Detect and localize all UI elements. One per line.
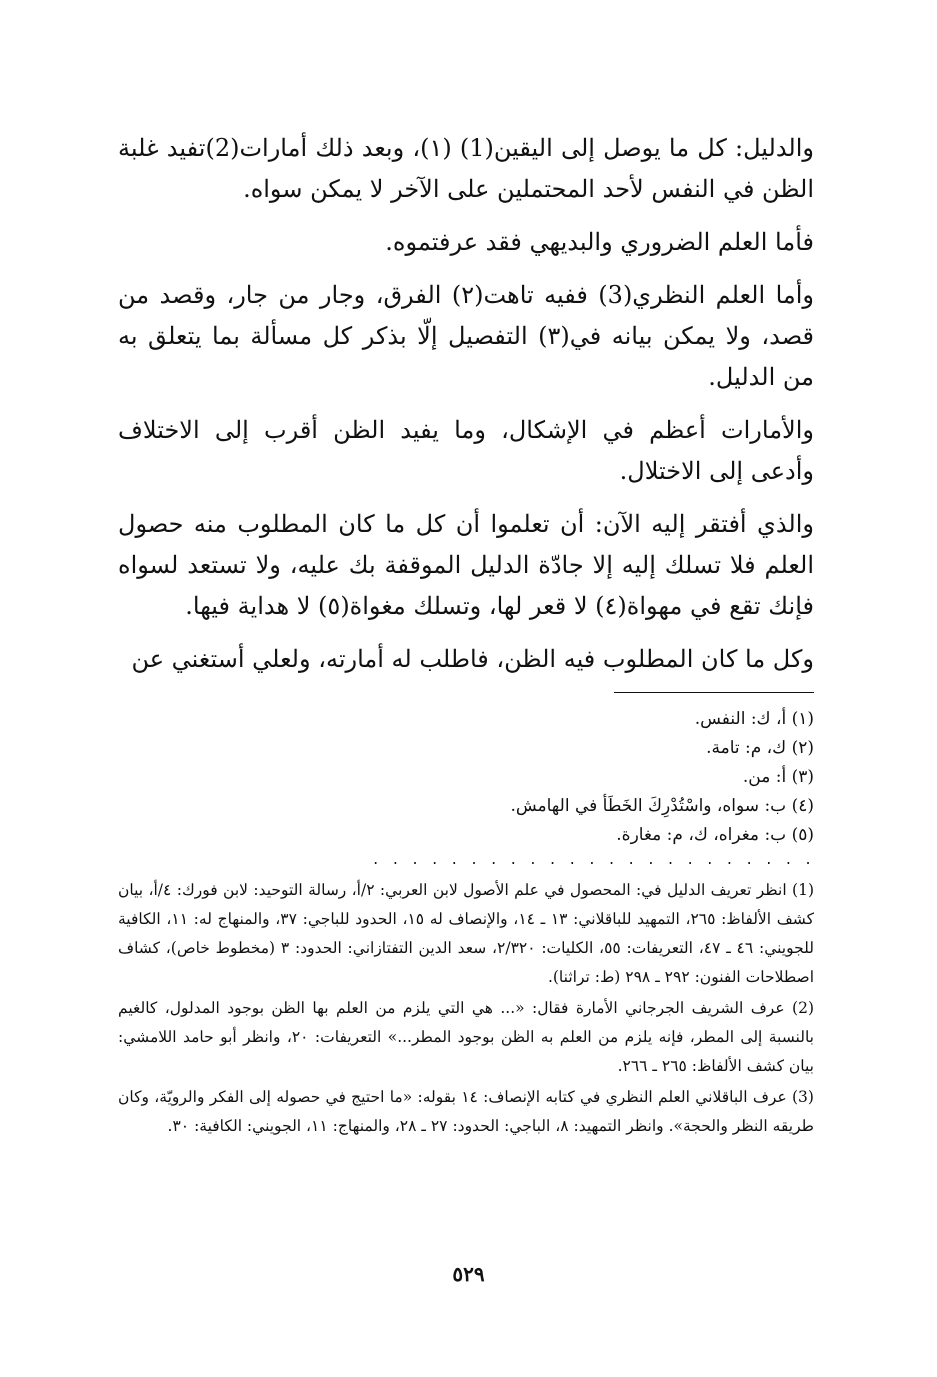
variant-note: (٥) ب: مغراه، ك، م: مغارة. [616,825,814,845]
variant-note: (١) أ، ك: النفس. [694,709,814,729]
paragraph-necessary-knowledge: فأما العلم الضروري والبديهي فقد عرفتموه. [385,228,814,256]
paragraph-indicators: والأمارات أعظم في الإشكال، وما يفيد الظن أقرب إلى الاختلاف وأدعى إلى الاختلال. [118,416,814,485]
footnote-divider [614,692,814,693]
variant-note: (٢) ك، م: تامة. [706,738,814,758]
dotted-separator: . . . . . . . . . . . . . . . . . . . . . . . [371,853,814,868]
paragraph-definition-of-evidence: والدليل: كل ما يوصل إلى اليقين(1) (١)، وبعد ذلك أمارات(2)تفيد غلبة الظن في النفس لأحد المحتملين على الآخر لا يمكن سواه. [118,134,815,203]
page-body [118,128,814,1143]
variant-note: (٣) أ: من. [742,767,814,787]
paragraph-conjecture: وكل ما كان المطلوب فيه الظن، فاطلب له أمارته، ولعلي أستغني عن [131,645,814,673]
editor-note: (1) انظر تعريف الدليل في: المحصول في علم الأصول لابن العربي: ٢/أ، رسالة التوحيد: لابن فورك: ٤/أ، بيان كشف الألفاظ: ٢٦٥، التمهيد للباقلاني: ١٣ ـ ١٤، والإنصاف له ١٥، الحدود للباجي: ٣٧، والمنهاج له: ١١، الكافية للجويني: ٤٦ ـ ٤٧، التعريفات: ٥٥، الكليات: ٢/٣٢٠، سعد الدين التفتازاني: الحدود: ٣ (مخطوط خاص)، كشاف اصطلاحات الفنون: ٢٩٢ ـ ٢٩٨ (ط: تراثنا). [118,881,814,986]
editor-notes [118,876,814,1141]
editor-note: (2) عرف الشريف الجرجاني الأمارة فقال: «... هي التي يلزم من العلم بها الظن بوجود المدلول، كالغيم بالنسبة إلى المطر، فإنه يلزم من العلم به الظن بوجود المطر...» التعريفات: ٢٠، وانظر أبو حامد اللامشي: بيان كشف الألفاظ: ٢٦٥ ـ ٢٦٦. [118,999,814,1075]
page-number: ٥٢٩ [452,1262,485,1286]
variant-note: (٤) ب: سواه، واسْتُدْرِكَ الخَطَأ في الهامش. [510,796,814,816]
paragraph-theoretical-knowledge: وأما العلم النظري(3) ففيه تاهت(٢) الفرق، وجار من جار، وقصد من قصد، ولا يمكن بيانه في(٣) التفصيل إلّا بذكر كل مسألة بما يتعلق به من الدليل. [118,281,815,391]
editor-note: (3) عرف الباقلاني العلم النظري في كتابه الإنصاف: ١٤ بقوله: «ما احتيج في حصوله إلى الفكر والرويّة، وكان طريقه النظر والحجة». وانظر التمهيد: ٨، الباجي: الحدود: ٢٧ ـ ٢٨، والمنهاج: ١١، الجويني: الكافية: ٣٠. [118,1088,814,1135]
variant-notes [118,705,814,850]
paragraph-what-is-needed: والذي أفتقر إليه الآن: أن تعلموا أن كل ما كان المطلوب منه حصول العلم فلا تسلك إليه إلا جادّة الدليل الموقفة بك عليه، ولا تستعد لسواه فإنك تقع في مهواة(٤) لا قعر لها، وتسلك مغواة(٥) لا هداية فيها. [118,510,814,620]
main-text [118,128,814,680]
